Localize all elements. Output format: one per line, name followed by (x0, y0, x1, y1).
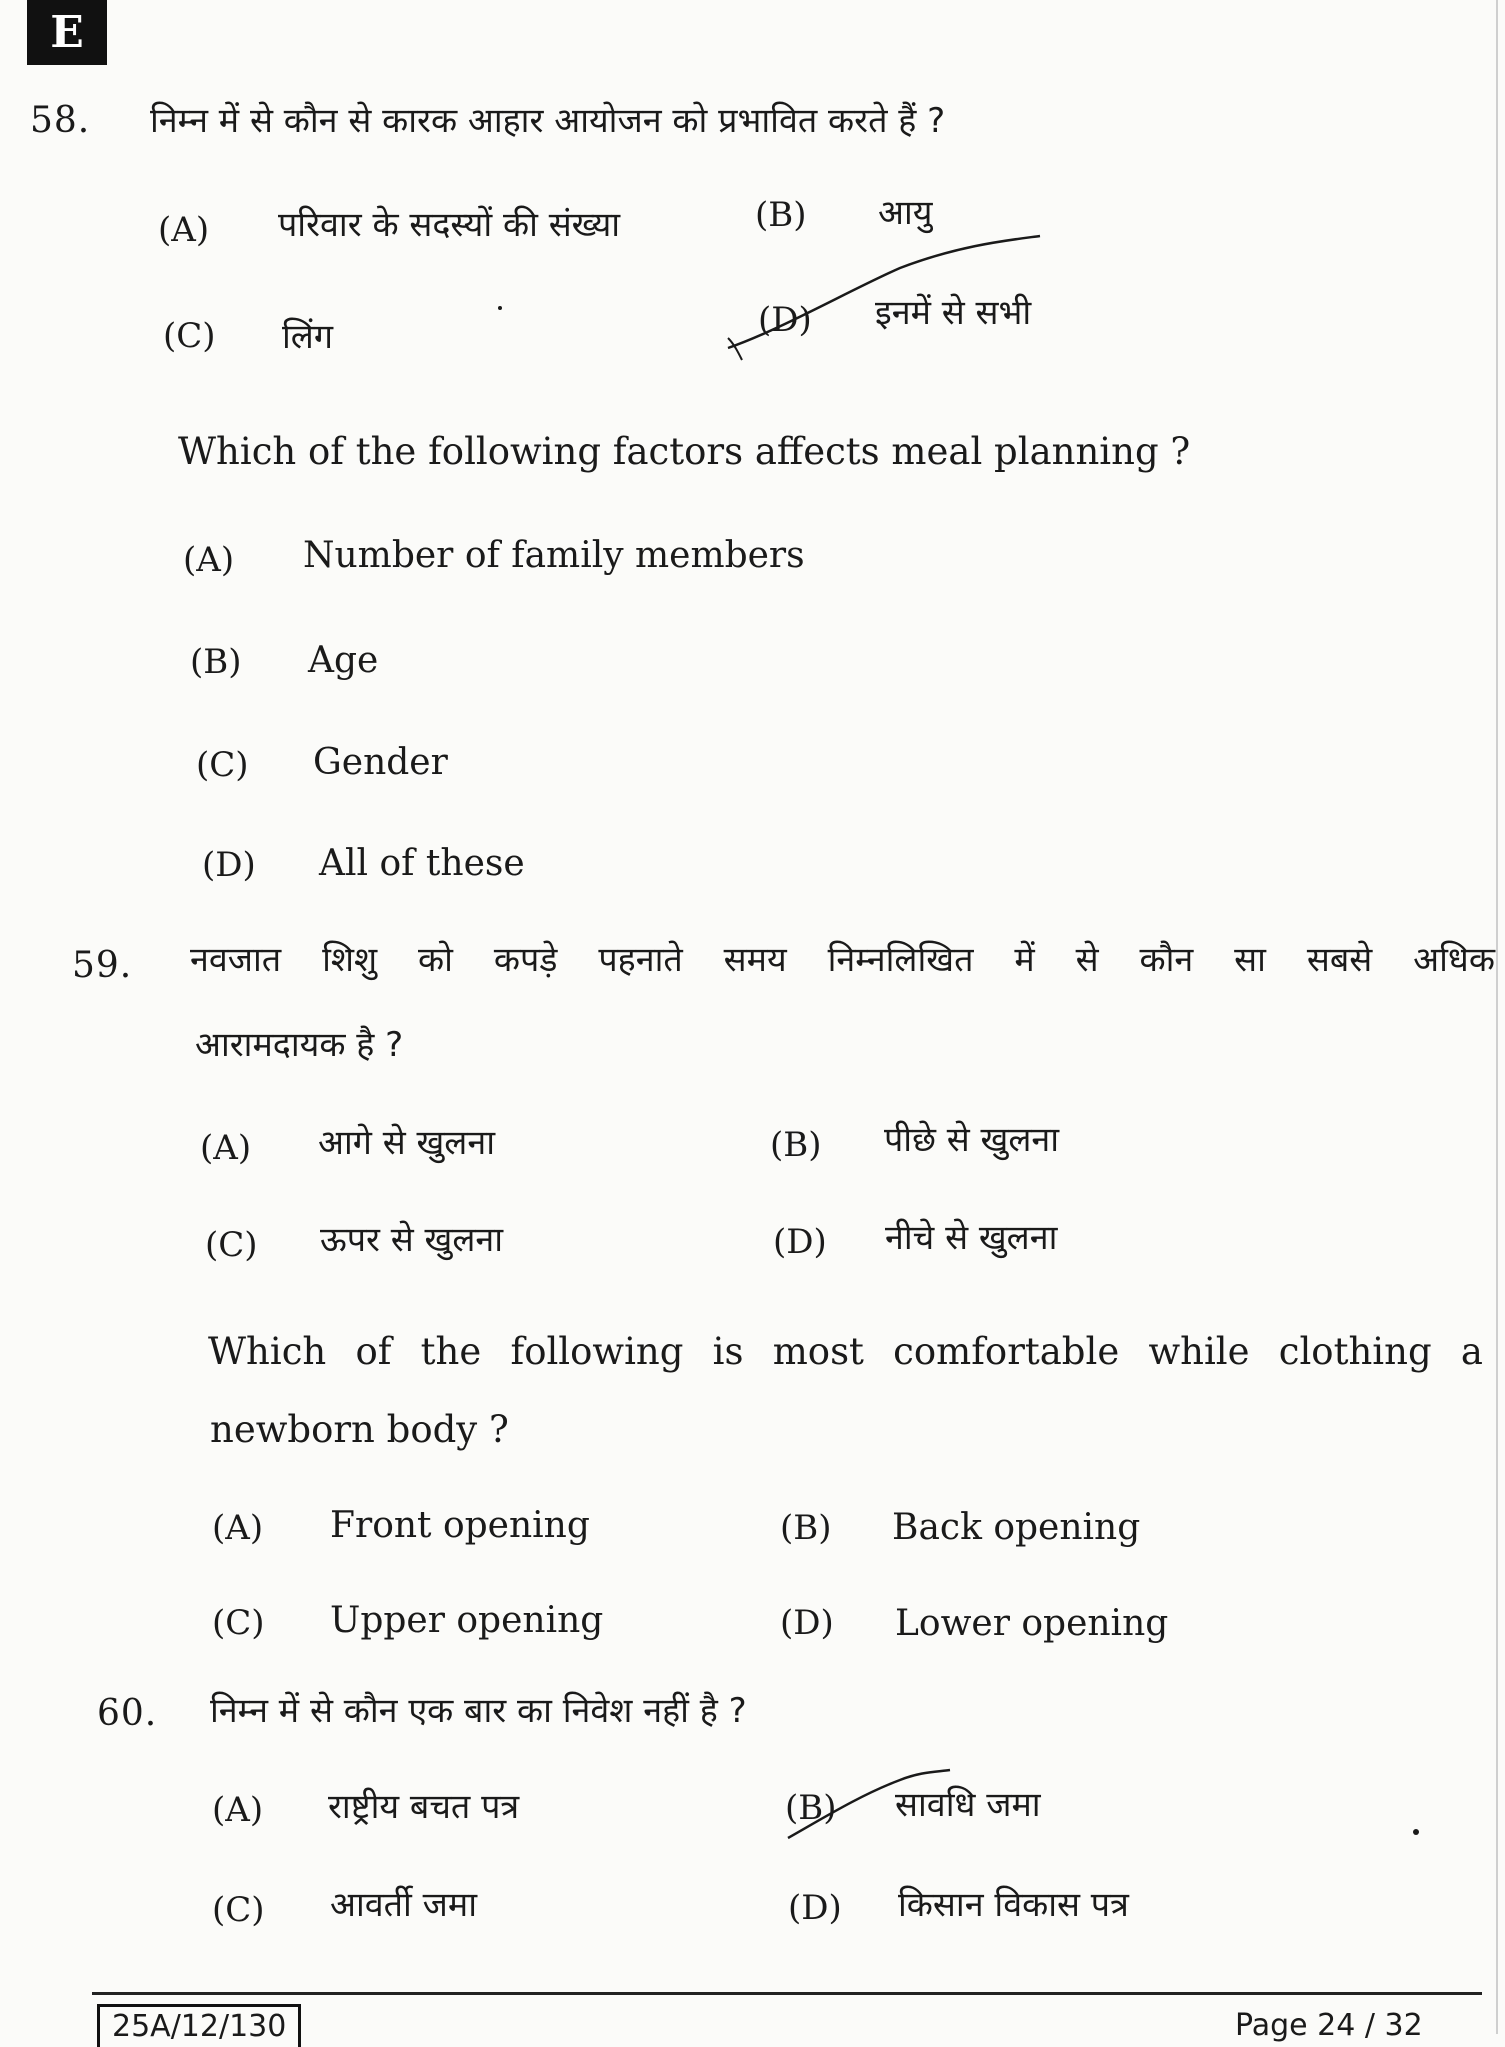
page-edge-line (1496, 0, 1498, 2034)
option-text-hindi: किसान विकास पत्र (898, 1885, 1129, 1925)
question-number: 59. (72, 945, 133, 986)
option-letter: (D) (773, 1222, 827, 1262)
option-text-english: Gender (313, 742, 448, 783)
option-letter: (A) (183, 540, 235, 580)
option-text-hindi: इनमें से सभी (875, 293, 1032, 333)
option-letter: (B) (755, 195, 807, 235)
english-word: comfortable (893, 1330, 1120, 1373)
option-letter: (D) (758, 300, 812, 340)
option-letter: (A) (212, 1508, 264, 1548)
question-text-hindi: निम्न में से कौन से कारक आहार आयोजन को प्रभावित करते हैं ? (150, 101, 946, 141)
hindi-word: को (418, 940, 453, 980)
hindi-word: पहनाते (598, 940, 683, 980)
option-text-english: Number of family members (303, 535, 805, 576)
english-word: Which (208, 1330, 327, 1373)
option-letter: (C) (212, 1890, 265, 1930)
hindi-word: सा (1234, 940, 1266, 980)
option-letter: (A) (158, 210, 210, 250)
question-text-hindi (190, 935, 1495, 981)
english-word: while (1148, 1330, 1250, 1373)
english-word: a (1460, 1330, 1483, 1373)
question-text-english: Which of the following factors affects meal planning ? (178, 430, 1191, 473)
set-badge: E (27, 0, 107, 65)
hindi-word: सबसे (1306, 940, 1373, 980)
english-word: following (510, 1330, 684, 1373)
option-letter: (C) (212, 1603, 265, 1643)
hindi-word: समय (723, 940, 787, 980)
hindi-word: निम्नलिखित (827, 940, 974, 980)
footer-rule (92, 1992, 1482, 1995)
option-letter: (D) (788, 1888, 842, 1928)
option-letter: (B) (190, 642, 242, 682)
option-letter: (B) (770, 1125, 822, 1165)
hindi-word: कपड़े (493, 940, 558, 980)
hindi-word: अधिक (1413, 940, 1495, 980)
question-number: 58. (30, 100, 91, 141)
option-text-hindi: सावधि जमा (895, 1785, 1041, 1825)
option-letter: (C) (163, 316, 216, 356)
option-letter: (D) (780, 1603, 834, 1643)
question-text-hindi-line2: आरामदायक है ? (195, 1025, 404, 1065)
english-word: of (355, 1330, 392, 1373)
option-text-english: Back opening (892, 1507, 1141, 1548)
paper-code: 25A/12/130 (97, 2004, 301, 2047)
hindi-word: शिशु (322, 940, 378, 980)
option-letter: (C) (196, 745, 249, 785)
hindi-word: से (1075, 940, 1099, 980)
hindi-word: में (1014, 940, 1035, 980)
stray-dot (498, 306, 502, 310)
option-text-hindi: आगे से खुलना (318, 1123, 496, 1163)
answer-check-tick-58 (728, 338, 742, 360)
option-letter: (D) (202, 845, 256, 885)
question-text-hindi: निम्न में से कौन एक बार का निवेश नहीं है ? (210, 1691, 747, 1731)
option-text-hindi: ऊपर से खुलना (320, 1220, 504, 1260)
option-letter: (B) (780, 1508, 832, 1548)
option-letter: (A) (212, 1790, 264, 1830)
option-text-english: Lower opening (895, 1603, 1169, 1644)
option-letter: (C) (205, 1225, 258, 1265)
option-letter: (A) (200, 1128, 252, 1168)
option-text-hindi: आवर्ती जमा (330, 1885, 478, 1925)
question-number: 60. (97, 1693, 158, 1734)
question-text-english-line2: newborn body ? (210, 1408, 509, 1451)
option-text-hindi: लिंग (282, 317, 333, 357)
option-text-hindi: आयु (878, 193, 933, 233)
option-text-hindi: पीछे से खुलना (884, 1120, 1060, 1160)
hindi-word: कौन (1139, 940, 1194, 980)
english-word: is (712, 1330, 744, 1373)
question-text-english (208, 1330, 1483, 1373)
hindi-word: नवजात (190, 940, 282, 980)
option-text-hindi: परिवार के सदस्यों की संख्या (278, 205, 621, 245)
option-text-english: Front opening (330, 1505, 590, 1546)
option-text-english: All of these (319, 843, 525, 884)
option-text-hindi: राष्ट्रीय बचत पत्र (328, 1787, 520, 1827)
english-word: most (772, 1330, 864, 1373)
english-word: clothing (1278, 1330, 1432, 1373)
page-number: Page 24 / 32 (1235, 2008, 1423, 2043)
option-letter: (B) (785, 1788, 837, 1828)
stray-dot (1413, 1829, 1419, 1835)
english-word: the (420, 1330, 482, 1373)
option-text-english: Upper opening (330, 1600, 604, 1641)
option-text-english: Age (308, 640, 379, 681)
option-text-hindi: नीचे से खुलना (885, 1218, 1058, 1258)
